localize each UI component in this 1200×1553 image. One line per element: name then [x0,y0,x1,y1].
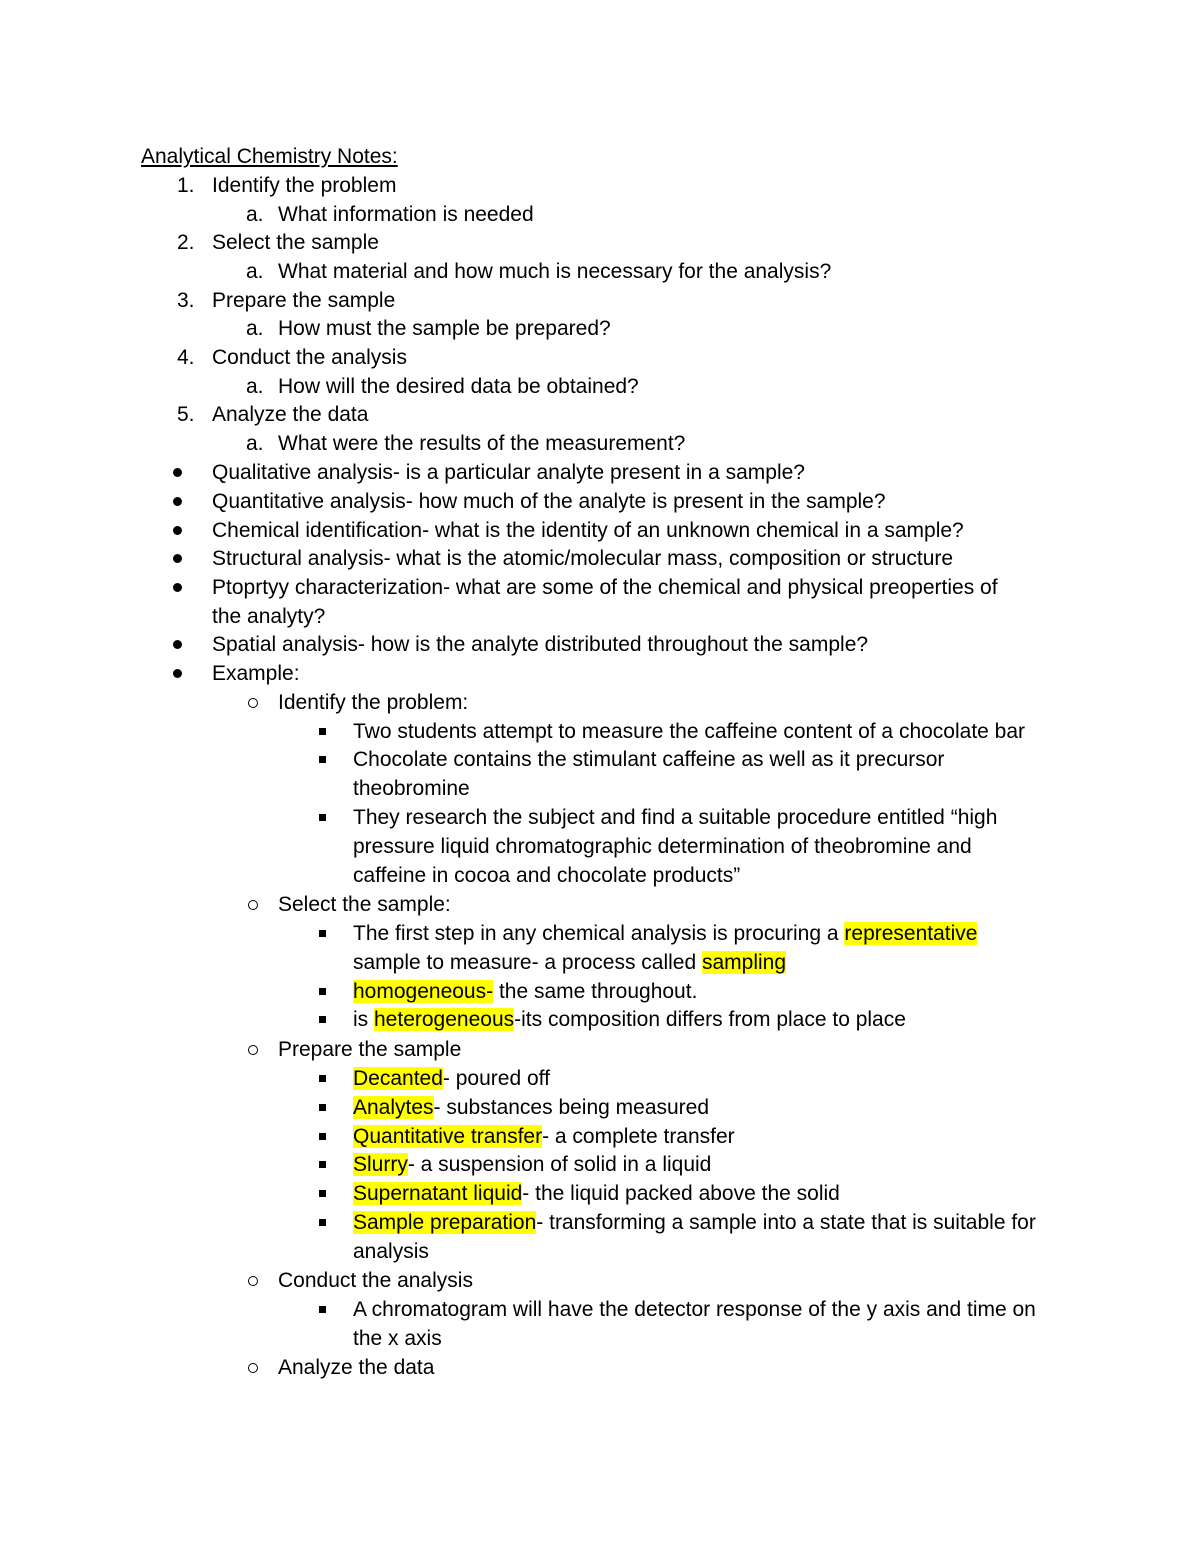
list-item: Qualitative analysis- is a particular analyte present in a sample? [212,461,805,484]
bullet-square-icon [319,814,326,821]
list-item: Two students attempt to measure the caffeine content of a chocolate bar [353,720,1026,743]
bullet-square-icon [319,1306,326,1313]
list-item: Example: [212,662,300,685]
page-title: Analytical Chemistry Notes: [141,145,398,168]
list-item [353,1093,709,1122]
highlighted-term: Sample preparation [353,1211,537,1234]
list-item-continuation [353,948,786,977]
step-text: Identify the problem [212,174,397,197]
step-sub-marker: a. [246,317,264,340]
bullet-dot-icon [173,497,182,506]
list-item-continuation: analysis [353,1240,429,1263]
list-item-continuation: the x axis [353,1327,442,1350]
section-heading: Prepare the sample [278,1038,462,1061]
bullet-square-icon [319,1016,326,1023]
list-item-text: the same throughout. [493,980,698,1003]
highlighted-term: Quantitative transfer [353,1125,543,1148]
list-item [353,1064,550,1093]
list-item: Quantitative analysis- how much of the analyte is present in the sample? [212,490,886,513]
highlighted-term: Analytes [353,1096,434,1119]
list-item [353,977,697,1006]
term-definition: - substances being measured [433,1096,710,1119]
list-item-continuation: caffeine in cocoa and chocolate products” [353,864,741,887]
list-item [353,1150,711,1179]
bullet-circle-icon [248,900,258,910]
term-definition: - transforming a sample into a state that is suitable for [536,1211,1036,1234]
bullet-square-icon [319,1133,326,1140]
bullet-square-icon [319,930,326,937]
step-number: 5. [177,403,195,426]
bullet-square-icon [319,1075,326,1082]
term-definition: - a suspension of solid in a liquid [407,1153,712,1176]
list-item [353,1122,735,1151]
list-item: Ptoprtyy characterization- what are some of the chemical and physical preoperties of [212,576,998,599]
highlighted-term: Slurry [353,1153,408,1176]
list-item [353,1005,906,1034]
list-item-text: The first step in any chemical analysis is procuring a [353,922,845,945]
list-item-continuation: theobromine [353,777,470,800]
step-text: Conduct the analysis [212,346,407,369]
bullet-square-icon [319,1190,326,1197]
list-item-continuation: the analyty? [212,605,326,628]
highlighted-term: Supernatant liquid [353,1182,523,1205]
list-item [353,1208,1036,1237]
list-item: Chemical identification- what is the identity of an unknown chemical in a sample? [212,519,964,542]
step-text: Select the sample [212,231,379,254]
bullet-dot-icon [173,640,182,649]
step-sub-text: What material and how much is necessary for the analysis? [278,260,832,283]
bullet-circle-icon [248,1045,258,1055]
list-item-continuation: pressure liquid chromatographic determination of theobromine and [353,835,972,858]
bullet-square-icon [319,728,326,735]
bullet-square-icon [319,756,326,763]
bullet-square-icon [319,1219,326,1226]
step-sub-text: What were the results of the measurement? [278,432,686,455]
list-item-text: -its composition differs from place to place [514,1008,906,1031]
bullet-circle-icon [248,1276,258,1286]
list-item: Spatial analysis- how is the analyte distributed throughout the sample? [212,633,869,656]
bullet-square-icon [319,988,326,995]
term-definition: - poured off [442,1067,550,1090]
bullet-circle-icon [248,698,258,708]
bullet-dot-icon [173,526,182,535]
bullet-circle-icon [248,1363,258,1373]
step-sub-marker: a. [246,260,264,283]
highlighted-term: representative [844,922,978,945]
term-definition: - a complete transfer [542,1125,735,1148]
section-heading: Identify the problem: [278,691,469,714]
bullet-dot-icon [173,669,182,678]
bullet-dot-icon [173,554,182,563]
step-sub-marker: a. [246,375,264,398]
list-item [353,1179,840,1208]
list-item: They research the subject and find a suitable procedure entitled “high [353,806,998,829]
step-text: Analyze the data [212,403,369,426]
highlighted-term: homogeneous- [353,980,494,1003]
step-number: 2. [177,231,195,254]
section-heading: Analyze the data [278,1356,435,1379]
step-sub-text: How must the sample be prepared? [278,317,611,340]
section-heading: Select the sample: [278,893,451,916]
list-item: A chromatogram will have the detector response of the y axis and time on [353,1298,1036,1321]
step-number: 1. [177,174,195,197]
step-number: 4. [177,346,195,369]
step-number: 3. [177,289,195,312]
step-sub-marker: a. [246,203,264,226]
list-item [353,919,977,948]
bullet-square-icon [319,1161,326,1168]
section-heading: Conduct the analysis [278,1269,473,1292]
step-text: Prepare the sample [212,289,396,312]
step-sub-marker: a. [246,432,264,455]
highlighted-term: sampling [702,951,787,974]
highlighted-term: Decanted [353,1067,443,1090]
step-sub-text: How will the desired data be obtained? [278,375,639,398]
bullet-dot-icon [173,583,182,592]
list-item-text: is [353,1008,374,1031]
list-item: Chocolate contains the stimulant caffeine as well as it precursor [353,748,945,771]
bullet-square-icon [319,1104,326,1111]
bullet-dot-icon [173,468,182,477]
highlighted-term: heterogeneous [374,1008,515,1031]
term-definition: - the liquid packed above the solid [522,1182,840,1205]
list-item-text: sample to measure- a process called [353,951,702,974]
list-item: Structural analysis- what is the atomic/molecular mass, composition or structure [212,547,954,570]
step-sub-text: What information is needed [278,203,534,226]
